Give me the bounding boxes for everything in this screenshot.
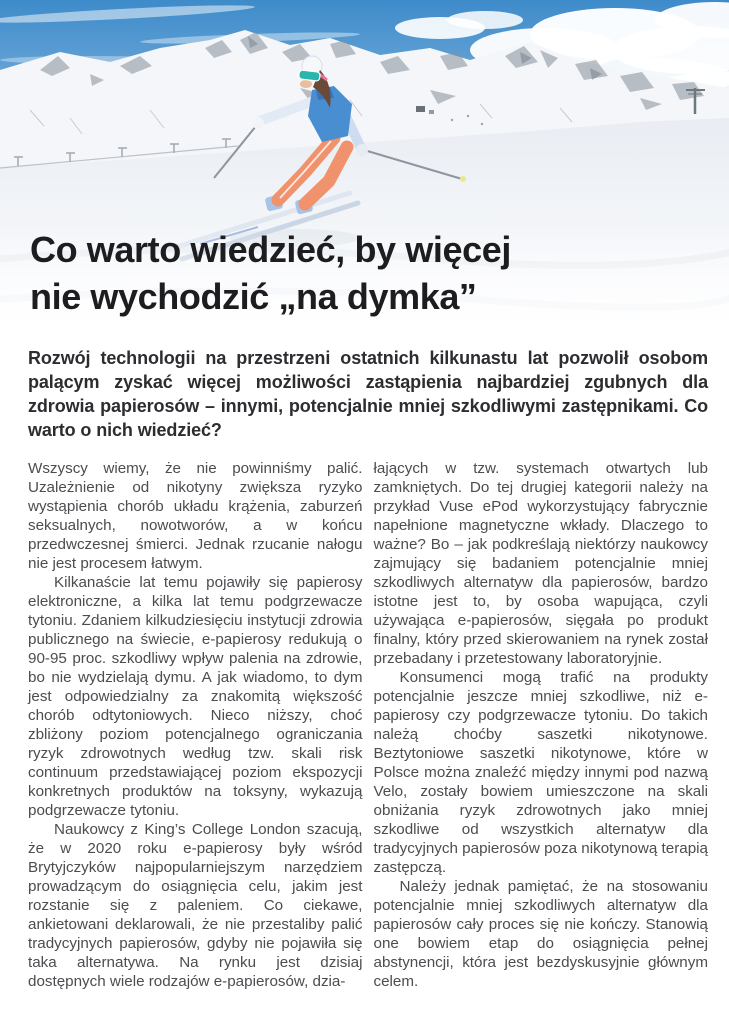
hero-section — [0, 0, 729, 340]
page-title — [30, 226, 511, 320]
title-line-1: Co warto wiedzieć, by więcej — [30, 229, 511, 270]
column-right — [374, 459, 709, 991]
lead-paragraph: Rozwój technologii na przestrzeni ostatnich kilkunastu lat pozwolił osobom palącym zyskać więcej możliwości zastąpienia najbardziej zgubnych dla zdrowia papierosów – innymi, potencjalnie mniej szkodliwymi zastępnikami. Co warto o nich wiedzieć? — [28, 348, 708, 440]
body-paragraph: Konsumenci mogą trafić na produkty potencjalnie jeszcze mniej szkodliwe, niż e-papierosy czy podgrzewacze tytoniu. Do takich należą choćby saszetki nikotynowe. Beztytoniowe saszetki nikotynowe, które w Polsce można znaleźć między innymi pod nazwą Velo, zostały bowiem umieszczone na skali obniżania ryzyk zdrowotnych jako mniej szkodliwe od wszystkich alternatyw dla tradycyjnych papierosów poza nikotynową terapią zastępczą. — [373, 669, 708, 876]
body-paragraph: łających w tzw. systemach otwartych lub zamkniętych. Do tej drugiej kategorii należy na przykład Vuse ePod wykorzystujący fabrycznie napełnione magnetyczne wkłady. Dlaczego to ważne? Bo – jak podkreślają niektórzy naukowcy zajmujący się badaniem potencjalnie mniej szkodliwych alternatyw dla papierosów, bardzo istotne jest to, by osoba wapująca, czyli używająca e-papierosów, sięgała po produkt finalny, który przed skierowaniem na rynek został przebadany i przetestowany laboratoryjnie. — [373, 460, 708, 667]
title-line-2: nie wychodzić „na dymka” — [30, 276, 477, 317]
article-body — [28, 459, 708, 991]
body-paragraph: Wszyscy wiemy, że nie powinniśmy palić. Uzależnienie od nikotyny zwiększa ryzyko wystąpienia chorób układu krążenia, zaburzeń seksualnych, nowotworów, a w końcu przedwczesnej śmierci. Jednak rzucanie nałogu nie jest procesem łatwym. — [28, 460, 363, 572]
column-left — [28, 459, 363, 991]
body-paragraph: Naukowcy z King’s College London szacują, że w 2020 roku e-papierosy były wśród Brytyjczyków najpopularniejszym narzędziem prowadzącym do osiągnięcia celu, jakim jest rozstanie się z paleniem. Co ciekawe, ankietowani deklarowali, że nie przestaliby palić tradycyjnych papierosów, gdyby nie pojawiła się taka alternatywa. Na rynku jest dzisiaj dostępnych wiele rodzajów e-papierosów, dzia- — [28, 821, 363, 990]
body-paragraph: Należy jednak pamiętać, że na stosowaniu potencjalnie mniej szkodliwych alternatyw dla papierosów cały proces się nie kończy. Stanowią one bowiem etap do osiągnięcia pełnej abstynencji, która jest bezdyskusyjnie głównym celem. — [373, 878, 708, 990]
body-paragraph: Kilkanaście lat temu pojawiły się papierosy elektroniczne, a kilka lat temu podgrzewacze tytoniu. Zdaniem kilkudziesięciu instytucji zdrowia publicznego na świecie, e-papierosy redukują o 90-95 proc. szkodliwy wpływ palenia na zdrowie, bo nie wydzielają dymu. A jak wiadomo, to dym jest odpowiedzialny za znakomitą większość chorób odtytoniowych. Nieco niższy, choć zbliżony poziom potencjalnego ograniczania ryzyk zdrowotnych według tzw. skali risk continuum przedstawiającej poziom ekspozycji konkretnych produktów na toksyny, wykazują podgrzewacze tytoniu. — [28, 574, 363, 819]
